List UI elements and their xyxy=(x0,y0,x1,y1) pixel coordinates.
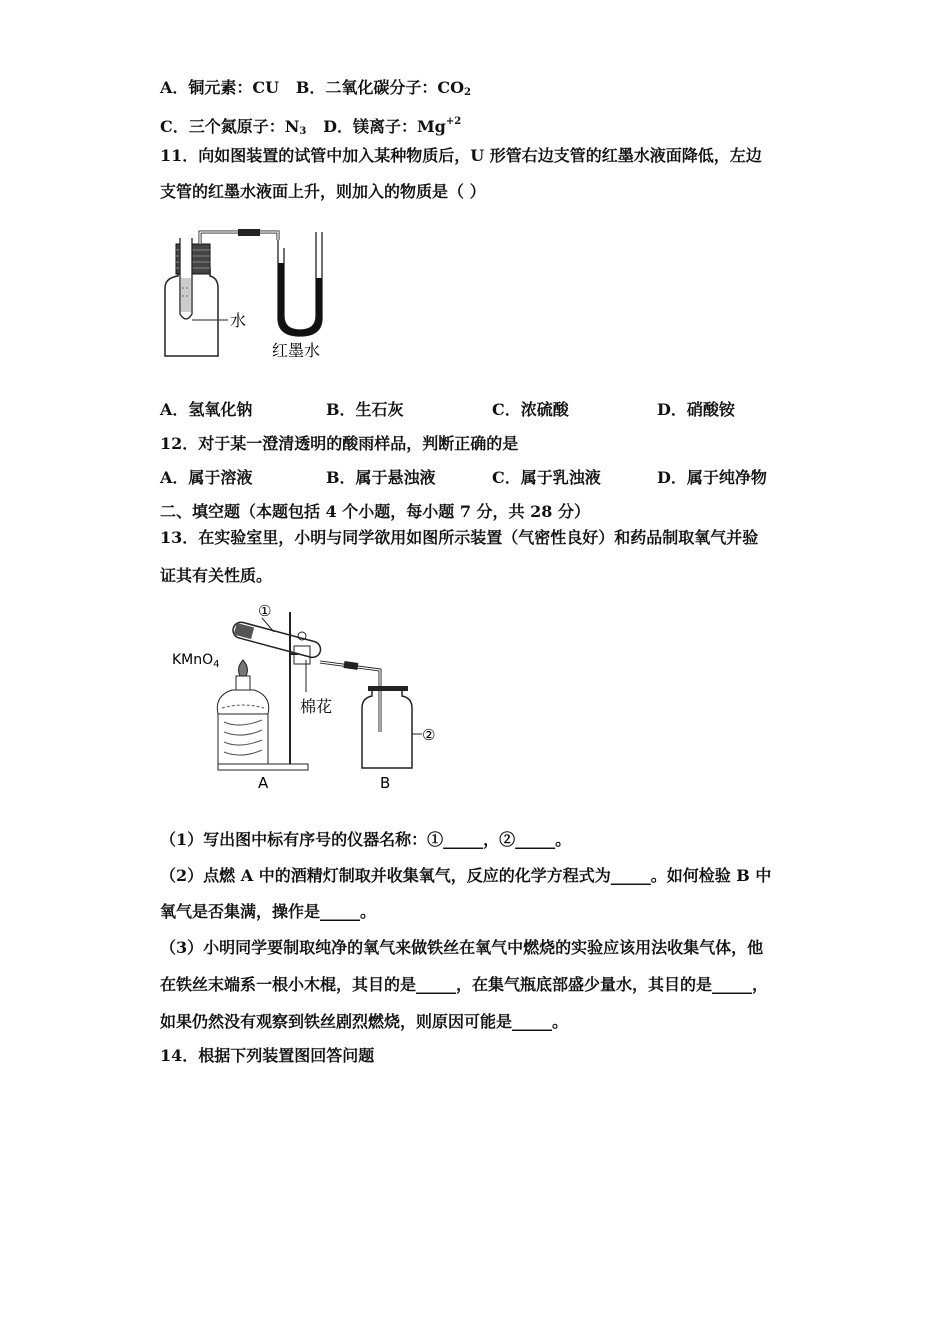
q13-part3-line1: （3）小明同学要制取纯净的氧气来做铁丝在氧气中燃烧的实验应该用法收集气体，他 xyxy=(160,938,764,957)
q10-option-c: C．三个氮原子：N xyxy=(160,117,300,136)
q12-option-c: C．属于乳浊液 xyxy=(492,468,601,487)
q11-option-b: B．生石灰 xyxy=(326,400,404,419)
q11-stem-line1: 11．向如图装置的试管中加入某种物质后，U 形管右边支管的红墨水液面降低，左边 xyxy=(160,146,762,165)
q13-figure-label-a: A xyxy=(258,774,269,792)
q10-option-b-subscript: 2 xyxy=(464,87,471,98)
q11-option-d: D．硝酸铵 xyxy=(657,400,735,419)
q13-figure-label-1: ① xyxy=(258,604,272,620)
q13-figure-label-b: B xyxy=(380,774,391,792)
q10-options-row2 xyxy=(160,112,461,142)
q13-part2-line1: （2）点燃 A 中的酒精灯制取并收集氧气，反应的化学方程式为_____。如何检验 B 中 xyxy=(160,866,772,885)
q11-u-tube-figure xyxy=(160,218,340,363)
q10-option-c-subscript: 3 xyxy=(299,126,307,137)
q10-option-b: B．二氧化碳分子：CO xyxy=(295,78,465,97)
q12-option-d: D．属于纯净物 xyxy=(657,468,767,487)
q10-option-d-superscript: +2 xyxy=(445,116,462,127)
q11-figure-label-red-ink: 红墨水 xyxy=(272,341,321,360)
q11-option-c: C．浓硫酸 xyxy=(492,400,569,419)
q11-option-a: A．氢氧化钠 xyxy=(160,400,253,419)
q12-option-b: B．属于悬浊液 xyxy=(326,468,436,487)
q13-stem-line2: 证其有关性质。 xyxy=(160,566,273,585)
q13-figure-label-cotton: 棉花 xyxy=(300,697,333,716)
q13-part3-line3: 如果仍然没有观察到铁丝剧烈燃烧，则原因可能是_____。 xyxy=(160,1012,569,1031)
q13-figure-label-kmno4: KMnO$_4$ xyxy=(172,652,220,670)
q11-stem-line2: 支管的红墨水液面上升，则加入的物质是（ ） xyxy=(160,182,486,201)
q13-stem-line1: 13．在实验室里，小明与同学欲用如图所示装置（气密性良好）和药品制取氧气并验 xyxy=(160,528,759,547)
q10-options-row1 xyxy=(160,78,471,103)
q13-figure-label-2: ② xyxy=(422,726,436,744)
q11-figure-label-water: 水 xyxy=(230,311,247,330)
q13-part1: （1）写出图中标有序号的仪器名称：①_____，②_____。 xyxy=(160,830,572,849)
q14-stem: 14．根据下列装置图回答问题 xyxy=(160,1046,375,1065)
q12-option-a: A．属于溶液 xyxy=(160,468,253,487)
q13-part3-line2: 在铁丝末端系一根小木棍，其目的是_____，在集气瓶底部盛少量水，其目的是_____， xyxy=(160,975,769,994)
q10-option-d: D．镁离子：Mg xyxy=(323,117,446,136)
q13-part2-line2: 氧气是否集满，操作是_____。 xyxy=(160,902,377,921)
q12-stem: 12．对于某一澄清透明的酸雨样品，判断正确的是 xyxy=(160,434,519,453)
section2-title: 二、填空题（本题包括 4 个小题，每小题 7 分，共 28 分） xyxy=(160,502,590,521)
q10-option-a: A．铜元素：CU xyxy=(160,78,280,97)
q13-oxygen-apparatus-figure xyxy=(170,604,450,794)
